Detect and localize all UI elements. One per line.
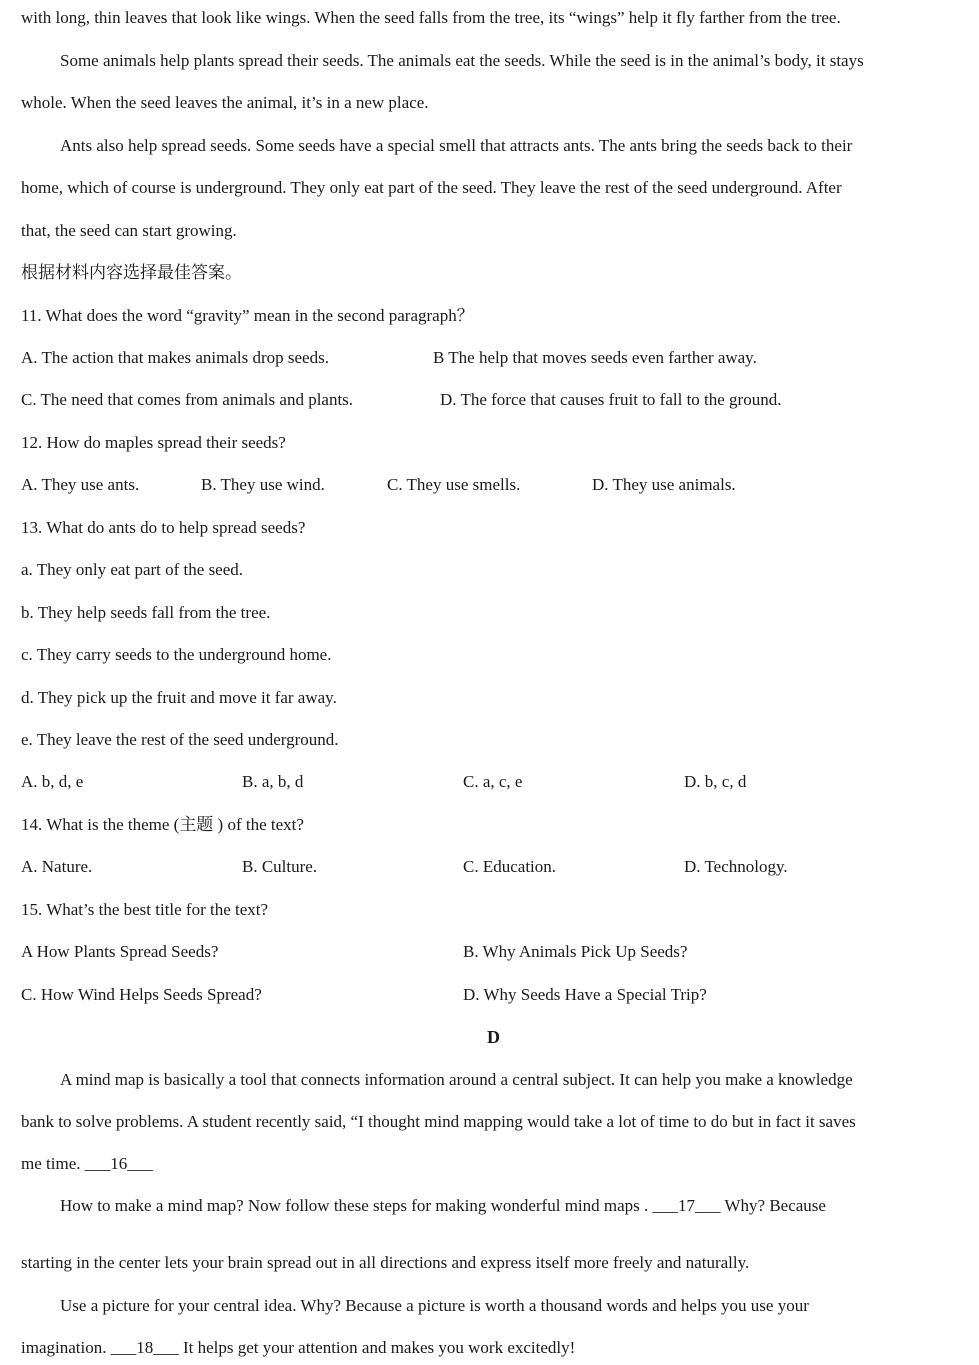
statement-item: e. They leave the rest of the seed underground. bbox=[21, 730, 339, 749]
statement-item: c. They carry seeds to the underground home. bbox=[21, 645, 332, 664]
option-a: A How Plants Spread Seeds? bbox=[21, 942, 219, 961]
passage-text-segment: Why? Because bbox=[720, 1196, 826, 1215]
option-b: B The help that moves seeds even farther away. bbox=[433, 348, 757, 367]
option-d: D. The force that causes fruit to fall to the ground. bbox=[440, 390, 782, 409]
passage-text bbox=[60, 1195, 826, 1217]
option-b: B. a, b, d bbox=[242, 772, 304, 791]
passage-text: whole. When the seed leaves the animal, it’s in a new place. bbox=[21, 93, 429, 112]
passage-text-segment: How to make a mind map? Now follow these steps for making wonderful mind maps . bbox=[60, 1196, 653, 1215]
passage-text bbox=[21, 1337, 575, 1359]
option-c: C. They use smells. bbox=[387, 475, 521, 494]
passage-text: Use a picture for your central idea. Why? Because a picture is worth a thousand words and helps you use your bbox=[60, 1296, 809, 1315]
option-b: B. Culture. bbox=[242, 857, 318, 876]
statement-item: b. They help seeds fall from the tree. bbox=[21, 603, 271, 622]
passage-text: A mind map is basically a tool that connects information around a central subject. It can help you make a knowledge bbox=[60, 1070, 853, 1089]
passage-text-segment: It helps get your attention and makes you work excitedly! bbox=[178, 1338, 576, 1357]
passage-text-segment: me time. bbox=[21, 1154, 85, 1173]
statement-item: d. They pick up the fruit and move it far away. bbox=[21, 688, 337, 707]
passage-text: with long, thin leaves that look like wings. When the seed falls from the tree, its “wings” help it fly farther from the tree. bbox=[21, 8, 841, 27]
option-c: C. The need that comes from animals and plants. bbox=[21, 390, 354, 409]
option-c: C. How Wind Helps Seeds Spread? bbox=[21, 985, 262, 1004]
question-stem: 15. What’s the best title for the text? bbox=[21, 900, 269, 919]
passage-text: home, which of course is underground. They only eat part of the seed. They leave the rest of the seed underground. After bbox=[21, 178, 842, 197]
statement-item: a. They only eat part of the seed. bbox=[21, 560, 244, 579]
passage-text: starting in the center lets your brain spread out in all directions and express itself more freely and naturally. bbox=[21, 1253, 750, 1272]
section-heading: D bbox=[487, 1027, 500, 1047]
option-a: A. The action that makes animals drop seeds. bbox=[21, 348, 329, 367]
option-a: A. b, d, e bbox=[21, 772, 84, 791]
passage-text-segment: imagination. bbox=[21, 1338, 111, 1357]
option-d: D. b, c, d bbox=[684, 772, 747, 791]
passage-text: that, the seed can start growing. bbox=[21, 221, 237, 240]
option-d: D. Why Seeds Have a Special Trip? bbox=[463, 985, 707, 1004]
option-b: B. Why Animals Pick Up Seeds? bbox=[463, 942, 688, 961]
option-a: A. They use ants. bbox=[21, 475, 140, 494]
option-d: D. Technology. bbox=[684, 857, 788, 876]
question-stem: 13. What do ants do to help spread seeds? bbox=[21, 518, 306, 537]
option-b: B. They use wind. bbox=[201, 475, 325, 494]
blank-16: ___16___ bbox=[84, 1154, 153, 1173]
question-stem: 14. What is the theme (主题 ) of the text? bbox=[21, 815, 304, 834]
option-c: C. Education. bbox=[463, 857, 557, 876]
blank-17: ___17___ bbox=[652, 1196, 721, 1215]
question-stem: 12. How do maples spread their seeds? bbox=[21, 433, 286, 452]
instruction: 根据材料内容选择最佳答案。 bbox=[21, 263, 242, 282]
question-stem: 11. What does the word “gravity” mean in the second paragraph？ bbox=[21, 306, 474, 325]
option-a: A. Nature. bbox=[21, 857, 93, 876]
option-c: C. a, c, e bbox=[463, 772, 523, 791]
passage-text bbox=[21, 1153, 153, 1175]
blank-18: ___18___ bbox=[110, 1338, 179, 1357]
passage-text: Some animals help plants spread their seeds. The animals eat the seeds. While the seed is in the animal’s body, it stays bbox=[60, 51, 864, 70]
passage-text: Ants also help spread seeds. Some seeds have a special smell that attracts ants. The ants bring the seeds back to their bbox=[60, 136, 853, 155]
passage-text: bank to solve problems. A student recently said, “I thought mind mapping would take a lot of time to do but in fact it saves bbox=[21, 1112, 856, 1131]
option-d: D. They use animals. bbox=[592, 475, 736, 494]
